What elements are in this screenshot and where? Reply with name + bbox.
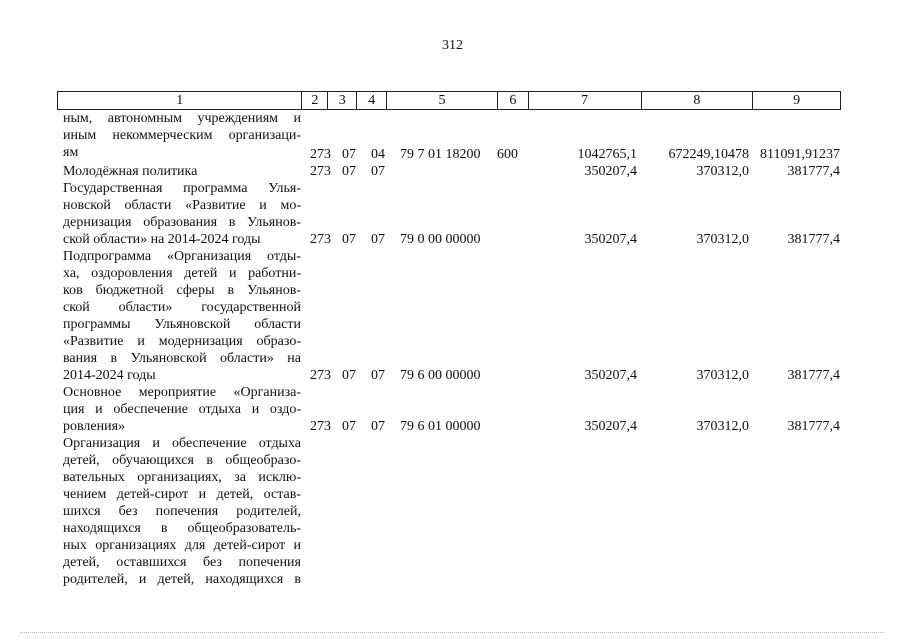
- cell-code-2: 273: [310, 419, 331, 434]
- cell-value-8: 672249,10478: [668, 147, 749, 162]
- header-col-7: 7: [529, 92, 642, 109]
- cell-code-6: 600: [497, 147, 518, 162]
- cell-code-5: 79 6 01 00000: [400, 419, 481, 434]
- cell-value-9: 811091,91237: [760, 147, 840, 162]
- description-line: Основное мероприятие «Организа-: [63, 385, 301, 400]
- cell-code-4: 07: [371, 164, 385, 179]
- cell-value-8: 370312,0: [696, 232, 749, 247]
- description-line: ция и обеспечение отдыха и оздо-: [63, 402, 301, 417]
- cell-value-7: 1042765,1: [577, 147, 637, 162]
- description-line: вательных организациях, за исклю-: [63, 470, 301, 485]
- description-line: ской области» государственной: [63, 300, 301, 315]
- header-col-9: 9: [793, 93, 801, 108]
- description-line: иным некоммерческим организаци-: [63, 128, 301, 143]
- description-line: «Развитие и модернизация образо-: [63, 334, 301, 349]
- header-col-6: 6: [498, 92, 529, 109]
- cell-value-8: 370312,0: [696, 419, 749, 434]
- header-col-1: 1: [58, 92, 302, 109]
- table-header: [57, 91, 841, 110]
- description-line: ской области» на 2014-2024 годы: [63, 232, 261, 247]
- header-col-3: 3: [328, 92, 357, 109]
- description-line: ха, оздоровления детей и работни-: [63, 266, 301, 281]
- description-line: ных организациях для детей-сирот и: [63, 538, 301, 553]
- description-line: чением детей-сирот и детей, остав-: [63, 487, 301, 502]
- header-col-2: 2: [302, 92, 328, 109]
- cell-code-2: 273: [310, 368, 331, 383]
- cell-code-5: 79 7 01 18200: [400, 147, 481, 162]
- cell-code-4: 07: [371, 368, 385, 383]
- cell-code-3: 07: [342, 232, 356, 247]
- description-line: программы Ульяновской области: [63, 317, 301, 332]
- description-line: детей, обучающихся в общеобразо-: [63, 453, 301, 468]
- cell-value-8: 370312,0: [696, 368, 749, 383]
- page-number: 312: [442, 38, 463, 53]
- cell-code-2: 273: [310, 232, 331, 247]
- cell-code-2: 273: [310, 164, 331, 179]
- table-row-description: [63, 384, 301, 435]
- description-line: ным, автономным учреждениям и: [63, 111, 301, 126]
- table-row-description: [63, 435, 301, 588]
- table-row-description: [63, 163, 301, 180]
- cell-value-9: 381777,4: [787, 164, 840, 179]
- description-line: ровления»: [63, 419, 126, 434]
- table-row-description: [63, 248, 301, 384]
- description-line: Государственная программа Улья-: [63, 181, 301, 196]
- cell-code-3: 07: [342, 419, 356, 434]
- description-line: вания в Ульяновской области» на: [63, 351, 301, 366]
- description-line: ков бюджетной сферы в Ульянов-: [63, 283, 301, 298]
- description-line: Подпрограмма «Организация отды-: [63, 249, 301, 264]
- description-line: родителей, и детей, находящихся в: [63, 572, 301, 587]
- description-line: Организация и обеспечение отдыха: [63, 436, 301, 451]
- cell-code-3: 07: [342, 368, 356, 383]
- header-col-4: 4: [357, 92, 387, 109]
- header-col-8: 8: [642, 92, 754, 109]
- cell-value-9: 381777,4: [787, 232, 840, 247]
- scan-edge-line: [20, 632, 885, 633]
- description-line: 2014-2024 годы: [63, 368, 156, 383]
- cell-value-7: 350207,4: [584, 232, 637, 247]
- cell-code-5: 79 6 00 00000: [400, 368, 481, 383]
- cell-code-3: 07: [342, 164, 356, 179]
- cell-code-4: 07: [371, 419, 385, 434]
- cell-code-2: 273: [310, 147, 331, 162]
- description-line: ям: [63, 145, 79, 160]
- cell-value-9: 381777,4: [787, 368, 840, 383]
- cell-value-9: 381777,4: [787, 419, 840, 434]
- description-line: шихся без попечения родителей,: [63, 504, 301, 519]
- cell-value-7: 350207,4: [584, 368, 637, 383]
- cell-value-7: 350207,4: [584, 164, 637, 179]
- cell-code-4: 07: [371, 232, 385, 247]
- description-line: Молодёжная политика: [63, 164, 198, 179]
- header-col-5: 5: [387, 92, 498, 109]
- description-line: дернизация образования в Ульянов-: [63, 215, 301, 230]
- table-row-description: [63, 180, 301, 248]
- cell-value-8: 370312,0: [696, 164, 749, 179]
- description-line: новской области «Развитие и мо-: [63, 198, 301, 213]
- cell-code-4: 04: [371, 147, 385, 162]
- table-row-description: [63, 110, 301, 161]
- cell-code-3: 07: [342, 147, 356, 162]
- description-line: детей, оставшихся без попечения: [63, 555, 301, 570]
- cell-value-7: 350207,4: [584, 419, 637, 434]
- description-line: находящихся в общеобразователь-: [63, 521, 301, 536]
- cell-code-5: 79 0 00 00000: [400, 232, 481, 247]
